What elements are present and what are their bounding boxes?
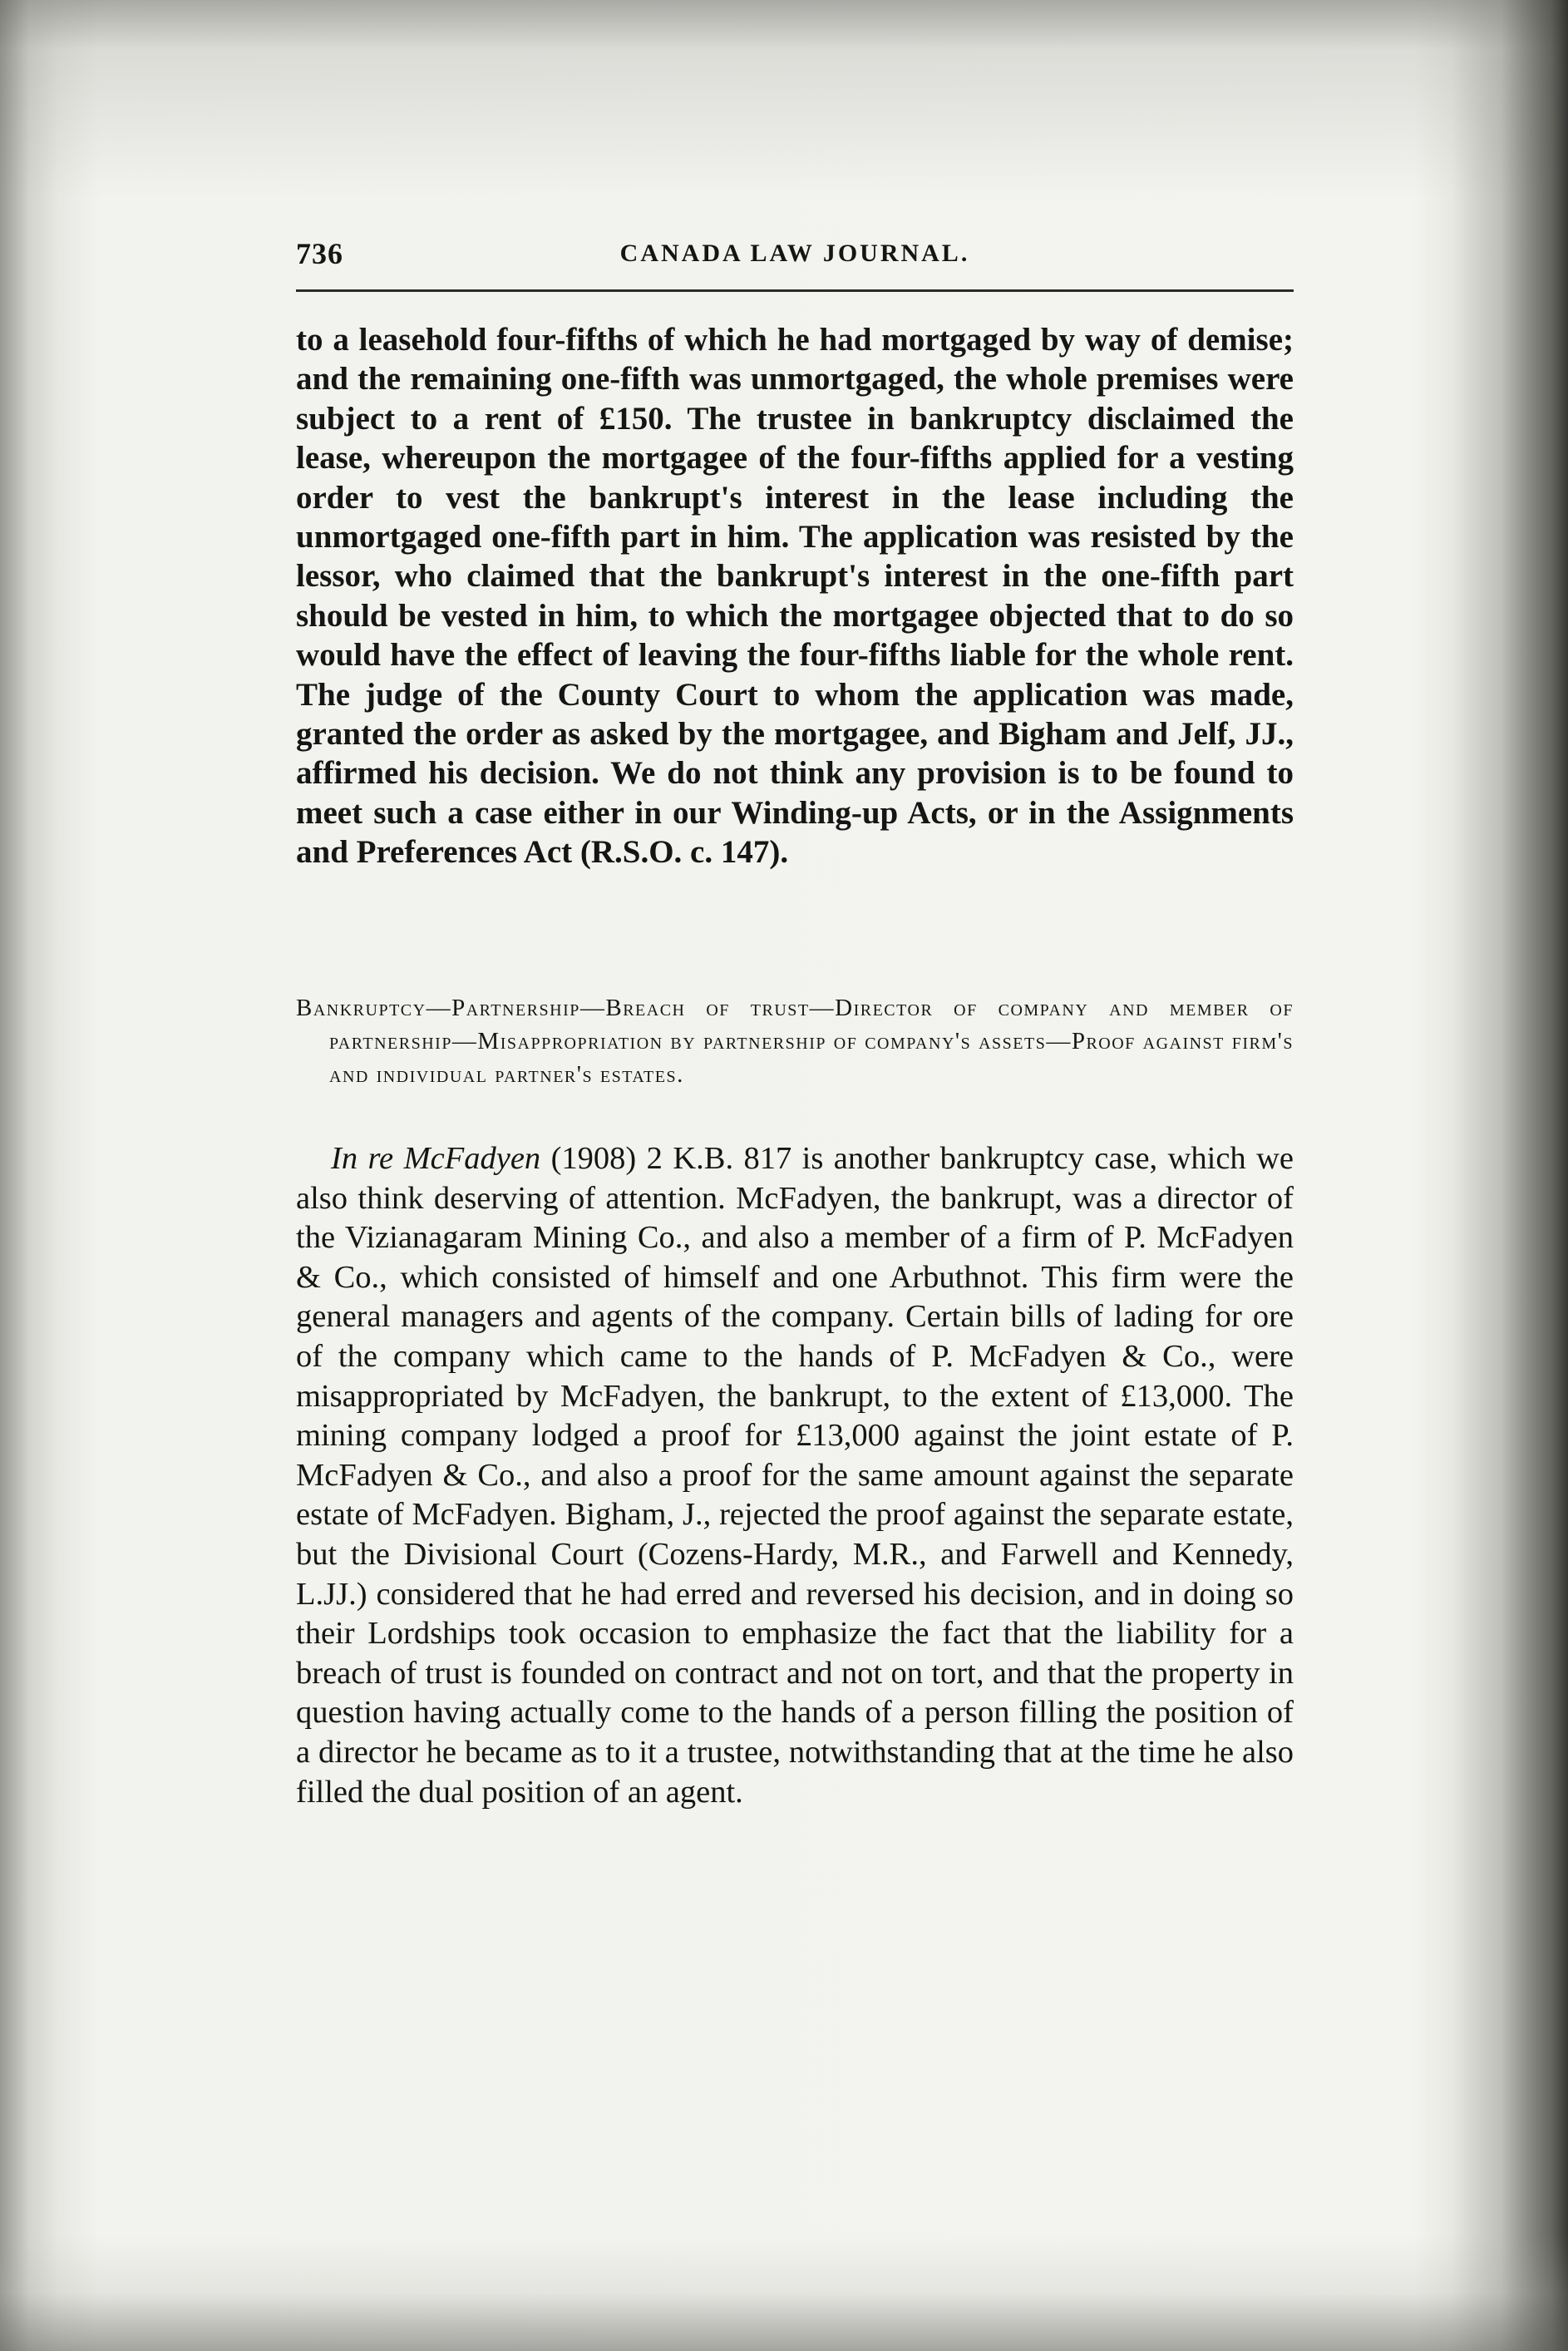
scan-noise-left (0, 0, 58, 2351)
case-name: In re McFadyen (331, 1141, 541, 1176)
running-title: CANADA LAW JOURNAL. (619, 240, 970, 267)
scan-noise-right (1452, 0, 1568, 2351)
scan-noise-top (0, 0, 1568, 200)
first-paragraph: to a leasehold four-fifths of which he had mortgaged by way of demise; and the remaining one-fifth was unmortgaged, the whole premises were subject to a rent of £150. The trustee in bankruptcy disclaimed the lease, whereupon the mortgagee of the four-fifths applied for a vesting order to vest the bankrupt's interest in the lease including the unmortgaged one-fifth part in him. The application was resisted by the lessor, who claimed that the bankrupt's interest in the one-fifth part should be vested in him, to which the mortgagee objected that to do so would have the effect of leaving the four-fifths liable for the whole rent. The judge of the County Court to whom the application was made, granted the order as asked by the mortgagee, and Bigham and Jelf, JJ., affirmed his decision. We do not think any provision is to be found to meet such a case either in our Winding-up Acts, or in the Assignments and Preferences Act (R.S.O. c. 147). (296, 322, 1294, 871)
page-header (296, 231, 1294, 281)
second-paragraph-text: (1908) 2 K.B. 817 is another bankruptcy case, which we also think deserving of attention. McFadyen, the bankrupt, was a director of the Vizianagaram Mining Co., and also a member of a firm of P. McFadyen & Co., which consisted of himself and one Arbuthnot. This firm were the general managers and agents of the company. Certain bills of lading for ore of the company which came to the hands of P. McFadyen & Co., were misappropriated by McFadyen, the bankrupt, to the extent of £13,000. The mining company lodged a proof for £13,000 against the joint estate of P. McFadyen & Co., and also a proof for the same amount against the separate estate of McFadyen. Bigham, J., rejected the proof against the separate estate, but the Divisional Court (Cozens-Hardy, M.R., and Farwell and Kennedy, L.JJ.) considered that he had erred and reversed his decision, and in doing so their Lordships took occasion to emphasize the fact that the liability for a breach of trust is founded on contract and not on tort, and that the property in question having actually come to the hands of a person filling the position of a director he became as to it a trustee, notwithstanding that at the time he also filled the dual position of an agent. (296, 1141, 1294, 1810)
scan-noise-bottom (0, 2235, 1568, 2351)
second-paragraph (296, 1139, 1294, 1812)
header-rule (296, 289, 1294, 292)
first-section (296, 320, 1294, 872)
second-section (296, 1139, 1294, 1812)
page-number: 736 (296, 237, 343, 270)
section-heading-block (296, 991, 1294, 1091)
section-heading: Bankruptcy—Partnership—Breach of trust—Director of company and member of partnership—Misappropriation by partnership of company's assets—Proof against firm's and individual partner's estates. (296, 995, 1294, 1088)
